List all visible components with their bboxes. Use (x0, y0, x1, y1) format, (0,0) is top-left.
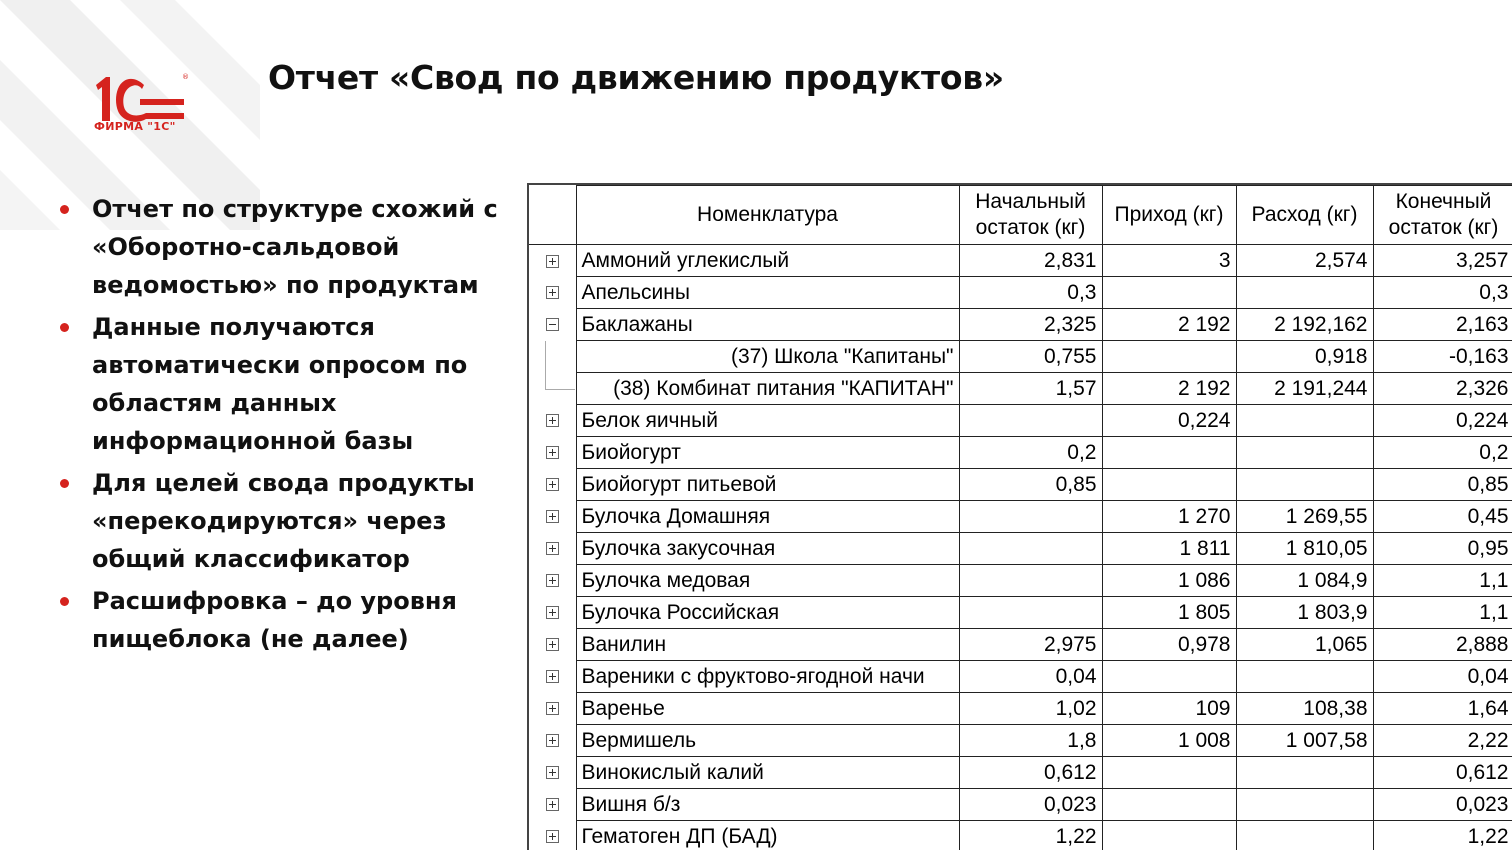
cell-nomenclature[interactable]: Ванилин (576, 629, 959, 661)
cell-expense[interactable] (1236, 405, 1373, 437)
table-row[interactable] (529, 437, 1512, 469)
cell-start-balance[interactable] (959, 597, 1102, 629)
cell-start-balance[interactable] (959, 405, 1102, 437)
tree-cell (529, 469, 576, 501)
cell-expense[interactable]: 108,38 (1236, 693, 1373, 725)
tree-cell (529, 597, 576, 629)
cell-expense[interactable] (1236, 277, 1373, 309)
tree-cell (529, 277, 576, 309)
report-table (529, 185, 1512, 850)
report-table-body (529, 245, 1512, 850)
cell-end-balance[interactable]: 2,888 (1373, 629, 1512, 661)
table-row[interactable] (529, 533, 1512, 565)
expand-icon[interactable] (546, 702, 559, 715)
cell-nomenclature[interactable]: Булочка Российская (576, 597, 959, 629)
cell-nomenclature[interactable]: (38) Комбинат питания "КАПИТАН" (576, 373, 959, 405)
cell-income[interactable]: 2 192 (1102, 309, 1236, 341)
cell-income[interactable]: 0,224 (1102, 405, 1236, 437)
cell-end-balance[interactable]: 2,326 (1373, 373, 1512, 405)
svg-text:®: ® (182, 73, 189, 81)
expand-icon[interactable] (546, 830, 559, 843)
cell-end-balance[interactable]: 1,1 (1373, 565, 1512, 597)
cell-nomenclature[interactable]: Вишня б/з (576, 789, 959, 821)
bullet-text: Расшифровка – до уровня пищеблока (не далее) (92, 587, 457, 653)
cell-nomenclature[interactable]: Булочка Домашняя (576, 501, 959, 533)
cell-start-balance[interactable]: 1,22 (959, 821, 1102, 850)
cell-end-balance[interactable]: 0,3 (1373, 277, 1512, 309)
table-row[interactable] (529, 757, 1512, 789)
bullet-item (60, 190, 510, 304)
cell-end-balance[interactable]: 0,2 (1373, 437, 1512, 469)
table-row[interactable] (529, 309, 1512, 341)
tree-cell (529, 437, 576, 469)
cell-expense[interactable] (1236, 661, 1373, 693)
cell-income[interactable] (1102, 469, 1236, 501)
tree-cell (529, 789, 576, 821)
cell-start-balance[interactable]: 0,2 (959, 437, 1102, 469)
cell-expense[interactable]: 1 084,9 (1236, 565, 1373, 597)
expand-icon[interactable] (546, 798, 559, 811)
cell-income[interactable] (1102, 789, 1236, 821)
page-title: Отчет «Свод по движению продуктов» (268, 58, 1004, 97)
cell-nomenclature[interactable]: Биойогурт (576, 437, 959, 469)
header-expander (529, 186, 576, 245)
expand-icon[interactable] (546, 478, 559, 491)
table-row[interactable] (529, 821, 1512, 850)
cell-nomenclature[interactable]: Аммоний углекислый (576, 245, 959, 277)
cell-income[interactable]: 2 192 (1102, 373, 1236, 405)
table-header-row (529, 186, 1512, 245)
cell-expense[interactable] (1236, 757, 1373, 789)
table-row[interactable] (529, 597, 1512, 629)
table-row[interactable] (529, 469, 1512, 501)
expand-icon[interactable] (546, 255, 559, 268)
expand-icon[interactable] (546, 510, 559, 523)
table-row[interactable] (529, 565, 1512, 597)
cell-start-balance[interactable]: 0,023 (959, 789, 1102, 821)
cell-start-balance[interactable]: 2,975 (959, 629, 1102, 661)
expand-icon[interactable] (546, 638, 559, 651)
column-header-end-balance[interactable]: Конечный остаток (кг) (1373, 186, 1512, 245)
expand-icon[interactable] (546, 414, 559, 427)
cell-start-balance[interactable] (959, 565, 1102, 597)
cell-income[interactable] (1102, 757, 1236, 789)
tree-cell (529, 309, 576, 341)
tree-cell (529, 725, 576, 757)
cell-expense[interactable]: 1 803,9 (1236, 597, 1373, 629)
cell-expense[interactable]: 1 007,58 (1236, 725, 1373, 757)
table-row[interactable] (529, 405, 1512, 437)
tree-cell (529, 693, 576, 725)
cell-start-balance[interactable]: 2,831 (959, 245, 1102, 277)
expand-icon[interactable] (546, 606, 559, 619)
cell-income[interactable]: 1 008 (1102, 725, 1236, 757)
cell-income[interactable]: 1 270 (1102, 501, 1236, 533)
cell-income[interactable] (1102, 341, 1236, 373)
cell-expense[interactable] (1236, 821, 1373, 850)
bullet-item (60, 582, 510, 658)
tree-cell (529, 501, 576, 533)
bullet-item (60, 308, 510, 460)
cell-expense[interactable]: 2,574 (1236, 245, 1373, 277)
cell-income[interactable] (1102, 821, 1236, 850)
cell-end-balance[interactable]: 0,023 (1373, 789, 1512, 821)
cell-nomenclature[interactable]: Апельсины (576, 277, 959, 309)
cell-end-balance[interactable]: 0,04 (1373, 661, 1512, 693)
column-header-income[interactable]: Приход (кг) (1102, 186, 1236, 245)
table-row[interactable] (529, 693, 1512, 725)
bullet-dot (60, 597, 69, 606)
cell-start-balance[interactable]: 1,57 (959, 373, 1102, 405)
cell-income[interactable]: 1 086 (1102, 565, 1236, 597)
cell-start-balance[interactable]: 2,325 (959, 309, 1102, 341)
cell-start-balance[interactable] (959, 501, 1102, 533)
cell-start-balance[interactable] (959, 533, 1102, 565)
cell-nomenclature[interactable]: Биойогурт питьевой (576, 469, 959, 501)
cell-nomenclature[interactable]: Варенье (576, 693, 959, 725)
tree-cell (529, 565, 576, 597)
table-row[interactable] (529, 725, 1512, 757)
cell-nomenclature[interactable]: Булочка медовая (576, 565, 959, 597)
collapse-icon[interactable] (546, 318, 559, 331)
cell-nomenclature[interactable]: Вареники с фруктово-ягодной начи (576, 661, 959, 693)
cell-nomenclature[interactable]: Гематоген ДП (БАД) (576, 821, 959, 850)
tree-cell (529, 533, 576, 565)
cell-income[interactable]: 1 811 (1102, 533, 1236, 565)
tree-branch-line (545, 389, 575, 390)
tree-cell (529, 373, 576, 405)
tree-cell (529, 661, 576, 693)
bullet-dot (60, 205, 69, 214)
table-row-child[interactable] (529, 373, 1512, 405)
expand-icon[interactable] (546, 766, 559, 779)
bullet-item (60, 464, 510, 578)
column-header-expense[interactable]: Расход (кг) (1236, 186, 1373, 245)
cell-expense[interactable] (1236, 437, 1373, 469)
bullet-dot (60, 479, 69, 488)
expand-icon[interactable] (546, 574, 559, 587)
table-row[interactable] (529, 629, 1512, 661)
table-row-child[interactable] (529, 341, 1512, 373)
cell-nomenclature[interactable]: Булочка закусочная (576, 533, 959, 565)
expand-icon[interactable] (546, 670, 559, 683)
cell-income[interactable] (1102, 437, 1236, 469)
cell-end-balance[interactable]: 2,22 (1373, 725, 1512, 757)
cell-end-balance[interactable]: 3,257 (1373, 245, 1512, 277)
cell-expense[interactable] (1236, 469, 1373, 501)
expand-icon[interactable] (546, 734, 559, 747)
cell-start-balance[interactable]: 0,755 (959, 341, 1102, 373)
cell-expense[interactable]: 2 192,162 (1236, 309, 1373, 341)
cell-income[interactable]: 0,978 (1102, 629, 1236, 661)
cell-expense[interactable]: 0,918 (1236, 341, 1373, 373)
cell-income[interactable]: 3 (1102, 245, 1236, 277)
table-row[interactable] (529, 789, 1512, 821)
tree-line (545, 341, 546, 373)
tree-cell (529, 757, 576, 789)
cell-end-balance[interactable]: 1,64 (1373, 693, 1512, 725)
cell-end-balance[interactable]: 0,224 (1373, 405, 1512, 437)
logo-caption: ФИРМА "1С" (94, 120, 194, 133)
cell-nomenclature[interactable]: Баклажаны (576, 309, 959, 341)
cell-start-balance[interactable]: 1,8 (959, 725, 1102, 757)
cell-nomenclature[interactable]: Белок яичный (576, 405, 959, 437)
cell-start-balance[interactable]: 1,02 (959, 693, 1102, 725)
cell-end-balance[interactable]: 0,45 (1373, 501, 1512, 533)
bullet-dot (60, 323, 69, 332)
tree-cell (529, 629, 576, 661)
cell-end-balance[interactable]: 0,85 (1373, 469, 1512, 501)
cell-start-balance[interactable]: 0,612 (959, 757, 1102, 789)
table-row[interactable] (529, 501, 1512, 533)
cell-end-balance[interactable]: 0,95 (1373, 533, 1512, 565)
cell-income[interactable] (1102, 661, 1236, 693)
column-header-nomenclature[interactable]: Номенклатура (576, 186, 959, 245)
tree-cell (529, 821, 576, 850)
bullet-text: Отчет по структуре схожий с «Оборотно-сальдовой ведомостью» по продуктам (92, 195, 498, 299)
tree-cell (529, 341, 576, 373)
tree-cell (529, 405, 576, 437)
cell-expense[interactable]: 1 269,55 (1236, 501, 1373, 533)
cell-income[interactable]: 1 805 (1102, 597, 1236, 629)
cell-end-balance[interactable]: -0,163 (1373, 341, 1512, 373)
tree-cell (529, 245, 576, 277)
bullet-text: Данные получаются автоматически опросом по областям данных информационной базы (92, 313, 467, 455)
tree-line (545, 373, 546, 389)
cell-start-balance[interactable]: 0,3 (959, 277, 1102, 309)
expand-icon[interactable] (546, 446, 559, 459)
cell-expense[interactable]: 2 191,244 (1236, 373, 1373, 405)
cell-nomenclature[interactable]: (37) Школа "Капитаны" (576, 341, 959, 373)
cell-end-balance[interactable]: 0,612 (1373, 757, 1512, 789)
cell-nomenclature[interactable]: Винокислый калий (576, 757, 959, 789)
report-table-panel (527, 183, 1512, 850)
cell-expense[interactable] (1236, 789, 1373, 821)
cell-expense[interactable]: 1 810,05 (1236, 533, 1373, 565)
table-row[interactable] (529, 277, 1512, 309)
cell-start-balance[interactable]: 0,04 (959, 661, 1102, 693)
cell-end-balance[interactable]: 2,163 (1373, 309, 1512, 341)
bullet-list (60, 190, 510, 662)
cell-start-balance[interactable]: 0,85 (959, 469, 1102, 501)
expand-icon[interactable] (546, 286, 559, 299)
table-row[interactable] (529, 661, 1512, 693)
cell-income[interactable] (1102, 277, 1236, 309)
bullet-text: Для целей свода продукты «перекодируются» через общий классификатор (92, 469, 475, 573)
cell-income[interactable]: 109 (1102, 693, 1236, 725)
cell-nomenclature[interactable]: Вермишель (576, 725, 959, 757)
expand-icon[interactable] (546, 542, 559, 555)
cell-end-balance[interactable]: 1,22 (1373, 821, 1512, 850)
table-row[interactable] (529, 245, 1512, 277)
column-header-start-balance[interactable]: Начальный остаток (кг) (959, 186, 1102, 245)
cell-end-balance[interactable]: 1,1 (1373, 597, 1512, 629)
cell-expense[interactable]: 1,065 (1236, 629, 1373, 661)
